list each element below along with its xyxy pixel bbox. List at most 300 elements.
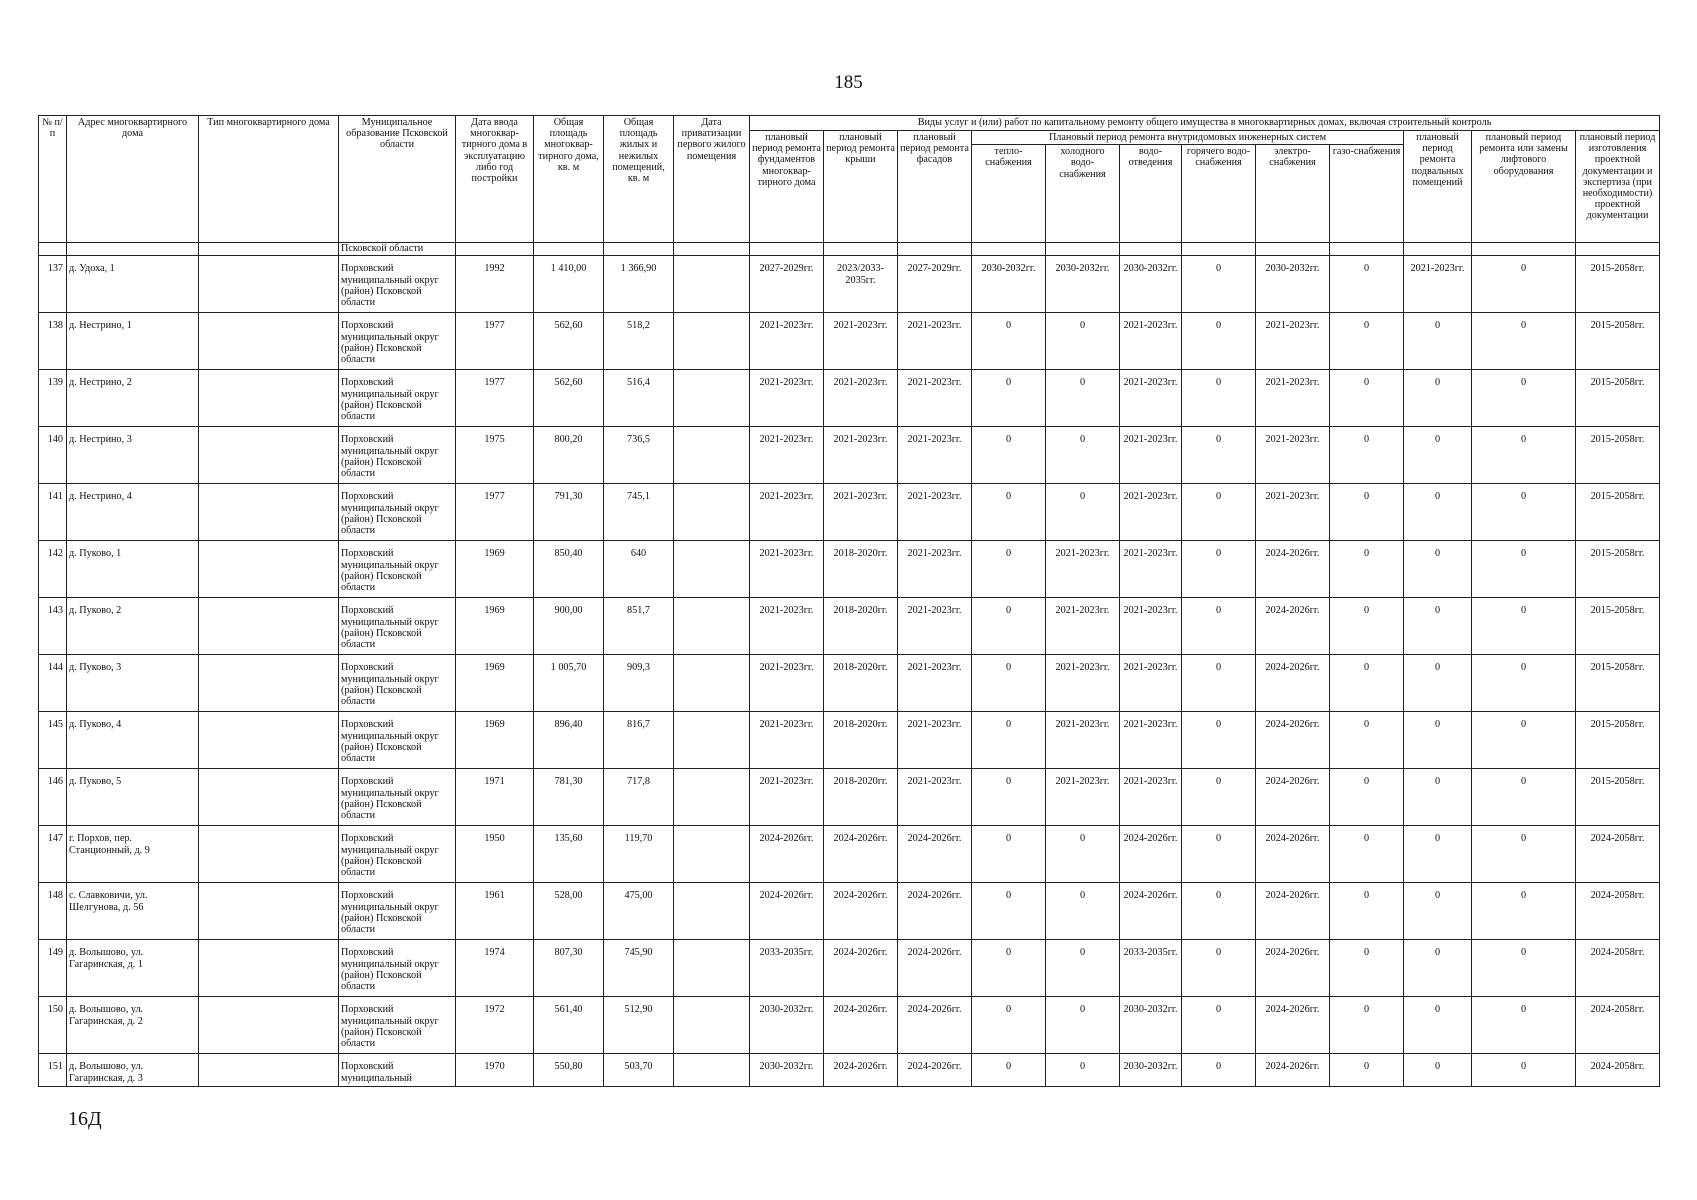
row-number: 151 (39, 1054, 67, 1087)
roof-cell: 2018-2020гг. (824, 541, 898, 598)
foundation-cell: 2033-2035гг. (750, 940, 824, 997)
sewer-cell: 2021-2023гг. (1120, 484, 1182, 541)
type-cell (199, 712, 339, 769)
living-area-cell: 518,2 (604, 313, 674, 370)
foundation-cell: 2021-2023гг. (750, 769, 824, 826)
col-basement-header: плановый период ремонта подвальных помещений (1404, 131, 1472, 243)
address-cell: д. Пуково, 4 (67, 712, 199, 769)
living-area-cell: 640 (604, 541, 674, 598)
gas-cell: 0 (1330, 370, 1404, 427)
type-cell (199, 826, 339, 883)
total-area-cell: 528,00 (534, 883, 604, 940)
hot-water-cell: 0 (1182, 484, 1256, 541)
roof-cell: 2018-2020гг. (824, 655, 898, 712)
design-cell: 2015-2058гг. (1576, 256, 1660, 313)
row-number: 137 (39, 256, 67, 313)
address-cell: д. Пуково, 3 (67, 655, 199, 712)
cold-water-cell: 2021-2023гг. (1046, 769, 1120, 826)
address-cell: д. Удоха, 1 (67, 256, 199, 313)
elevator-cell: 0 (1472, 256, 1576, 313)
row-number: 145 (39, 712, 67, 769)
living-area-cell: 816,7 (604, 712, 674, 769)
municipality-cell: Порховский муниципальный округ (район) Псковской области (339, 826, 456, 883)
heat-cell: 0 (972, 484, 1046, 541)
living-area-cell: 745,90 (604, 940, 674, 997)
table-body (39, 243, 1660, 1087)
roof-cell: 2024-2026гг. (824, 826, 898, 883)
gas-cell: 0 (1330, 256, 1404, 313)
gas-cell: 0 (1330, 883, 1404, 940)
col-electric-header: электро-снабжения (1256, 145, 1330, 243)
col-design-header: плановый период изготовления проектной документации и экспертиза (при необходимости) проектной документации (1576, 131, 1660, 243)
basement-cell: 0 (1404, 997, 1472, 1054)
privatization-cell (674, 541, 750, 598)
electric-cell: 2021-2023гг. (1256, 427, 1330, 484)
total-area-cell: 896,40 (534, 712, 604, 769)
year-cell: 1969 (456, 598, 534, 655)
roof-cell: 2021-2023гг. (824, 313, 898, 370)
gas-cell: 0 (1330, 541, 1404, 598)
design-cell: 2015-2058гг. (1576, 370, 1660, 427)
total-area-cell: 561,40 (534, 997, 604, 1054)
facade-cell: 2024-2026гг. (898, 997, 972, 1054)
table-row (39, 313, 1660, 370)
table-row (39, 712, 1660, 769)
living-area-cell: 516,4 (604, 370, 674, 427)
col-elevator-header: плановый период ремонта или замены лифтового оборудования (1472, 131, 1576, 243)
living-area-cell: 119,70 (604, 826, 674, 883)
sewer-cell: 2024-2026гг. (1120, 883, 1182, 940)
year-cell: 1975 (456, 427, 534, 484)
cold-water-cell: 2021-2023гг. (1046, 598, 1120, 655)
address-cell: д. Пуково, 2 (67, 598, 199, 655)
col-sewer-header: водо-отведения (1120, 145, 1182, 243)
cold-water-cell: 0 (1046, 826, 1120, 883)
year-cell: 1971 (456, 769, 534, 826)
foundation-cell: 2027-2029гг. (750, 256, 824, 313)
privatization-cell (674, 712, 750, 769)
privatization-cell (674, 598, 750, 655)
type-cell (199, 997, 339, 1054)
table-row (39, 940, 1660, 997)
heat-cell: 0 (972, 427, 1046, 484)
row-number: 149 (39, 940, 67, 997)
living-area-cell: 851,7 (604, 598, 674, 655)
foundation-cell: 2024-2026гг. (750, 883, 824, 940)
gas-cell: 0 (1330, 1054, 1404, 1087)
col-commissioning-header: Дата ввода многоквар-тирного дома в эксплуатацию либо год постройки (456, 116, 534, 243)
total-area-cell: 781,30 (534, 769, 604, 826)
table-row (39, 541, 1660, 598)
sewer-cell: 2030-2032гг. (1120, 1054, 1182, 1087)
table-row (39, 598, 1660, 655)
hot-water-cell: 0 (1182, 541, 1256, 598)
table-row (39, 883, 1660, 940)
sewer-cell: 2021-2023гг. (1120, 598, 1182, 655)
sewer-cell: 2030-2032гг. (1120, 256, 1182, 313)
gas-cell: 0 (1330, 997, 1404, 1054)
municipality-cell: Порховский муниципальный округ (район) Псковской области (339, 997, 456, 1054)
total-area-cell: 135,60 (534, 826, 604, 883)
row-number: 143 (39, 598, 67, 655)
address-cell: д. Пуково, 5 (67, 769, 199, 826)
table-row (39, 1054, 1660, 1087)
electric-cell: 2024-2026гг. (1256, 826, 1330, 883)
design-cell: 2015-2058гг. (1576, 769, 1660, 826)
foundation-cell: 2021-2023гг. (750, 484, 824, 541)
roof-cell: 2024-2026гг. (824, 997, 898, 1054)
basement-cell: 0 (1404, 1054, 1472, 1087)
elevator-cell: 0 (1472, 484, 1576, 541)
table-header (39, 116, 1660, 243)
gas-cell: 0 (1330, 826, 1404, 883)
foundation-cell: 2021-2023гг. (750, 712, 824, 769)
heat-cell: 0 (972, 940, 1046, 997)
electric-cell: 2024-2026гг. (1256, 940, 1330, 997)
gas-cell: 0 (1330, 484, 1404, 541)
col-type-header: Тип многоквартирного дома (199, 116, 339, 243)
type-cell (199, 541, 339, 598)
total-area-cell: 850,40 (534, 541, 604, 598)
type-cell (199, 883, 339, 940)
electric-cell: 2021-2023гг. (1256, 484, 1330, 541)
total-area-cell: 562,60 (534, 370, 604, 427)
electric-cell: 2024-2026гг. (1256, 598, 1330, 655)
cold-water-cell: 2021-2023гг. (1046, 712, 1120, 769)
type-cell (199, 313, 339, 370)
sewer-cell: 2030-2032гг. (1120, 997, 1182, 1054)
col-total-area-header: Общая площадь многоквар-тирного дома, кв. м (534, 116, 604, 243)
electric-cell: 2024-2026гг. (1256, 883, 1330, 940)
gas-cell: 0 (1330, 712, 1404, 769)
col-heat-header: тепло-снабжения (972, 145, 1046, 243)
elevator-cell: 0 (1472, 313, 1576, 370)
facade-cell: 2021-2023гг. (898, 769, 972, 826)
gas-cell: 0 (1330, 769, 1404, 826)
living-area-cell: 745,1 (604, 484, 674, 541)
type-cell (199, 940, 339, 997)
roof-cell: 2021-2023гг. (824, 427, 898, 484)
type-cell (199, 256, 339, 313)
privatization-cell (674, 484, 750, 541)
privatization-cell (674, 769, 750, 826)
cold-water-cell: 0 (1046, 883, 1120, 940)
col-gas-header: газо-снабжения (1330, 145, 1404, 243)
privatization-cell (674, 940, 750, 997)
col-municipality-header: Муниципальное образование Псковской области (339, 116, 456, 243)
row-number: 142 (39, 541, 67, 598)
table-row (39, 427, 1660, 484)
living-area-cell: 736,5 (604, 427, 674, 484)
hot-water-cell: 0 (1182, 370, 1256, 427)
privatization-cell (674, 256, 750, 313)
gas-cell: 0 (1330, 313, 1404, 370)
row-number: 150 (39, 997, 67, 1054)
facade-cell: 2021-2023гг. (898, 427, 972, 484)
heat-cell: 0 (972, 712, 1046, 769)
sewer-cell: 2021-2023гг. (1120, 712, 1182, 769)
facade-cell: 2021-2023гг. (898, 370, 972, 427)
type-cell (199, 1054, 339, 1087)
cold-water-cell: 0 (1046, 940, 1120, 997)
cold-water-cell: 0 (1046, 313, 1120, 370)
total-area-cell: 807,30 (534, 940, 604, 997)
col-roof-header: плановый период ремонта крыши (824, 131, 898, 243)
hot-water-cell: 0 (1182, 997, 1256, 1054)
roof-cell: 2024-2026гг. (824, 883, 898, 940)
row-number: 138 (39, 313, 67, 370)
basement-cell: 2021-2023гг. (1404, 256, 1472, 313)
heat-cell: 0 (972, 370, 1046, 427)
row-number: 141 (39, 484, 67, 541)
address-cell: д. Пуково, 1 (67, 541, 199, 598)
type-cell (199, 655, 339, 712)
col-living-area-header: Общая площадь жилых и нежилых помещений, кв. м (604, 116, 674, 243)
foundation-cell: 2021-2023гг. (750, 370, 824, 427)
address-cell: д. Волышово, ул. Гагаринская, д. 1 (67, 940, 199, 997)
basement-cell: 0 (1404, 826, 1472, 883)
type-cell (199, 427, 339, 484)
year-cell: 1974 (456, 940, 534, 997)
design-cell: 2015-2058гг. (1576, 313, 1660, 370)
facade-cell: 2021-2023гг. (898, 598, 972, 655)
foundation-cell: 2030-2032гг. (750, 1054, 824, 1087)
basement-cell: 0 (1404, 712, 1472, 769)
hot-water-cell: 0 (1182, 313, 1256, 370)
gas-cell: 0 (1330, 940, 1404, 997)
basement-cell: 0 (1404, 484, 1472, 541)
living-area-cell: 503,70 (604, 1054, 674, 1087)
capital-repair-table (38, 115, 1660, 1087)
roof-cell: 2024-2026гг. (824, 940, 898, 997)
elevator-cell: 0 (1472, 883, 1576, 940)
year-cell: 1950 (456, 826, 534, 883)
heat-cell: 0 (972, 769, 1046, 826)
facade-cell: 2024-2026гг. (898, 1054, 972, 1087)
basement-cell: 0 (1404, 427, 1472, 484)
municipality-cell: Порховский муниципальный округ (район) Псковской области (339, 484, 456, 541)
cold-water-cell: 0 (1046, 997, 1120, 1054)
living-area-cell: 909,3 (604, 655, 674, 712)
heat-cell: 0 (972, 541, 1046, 598)
elevator-cell: 0 (1472, 370, 1576, 427)
hot-water-cell: 0 (1182, 940, 1256, 997)
year-cell: 1970 (456, 1054, 534, 1087)
sewer-cell: 2021-2023гг. (1120, 655, 1182, 712)
sewer-cell: 2024-2026гг. (1120, 826, 1182, 883)
foundation-cell: 2021-2023гг. (750, 598, 824, 655)
total-area-cell: 550,80 (534, 1054, 604, 1087)
privatization-cell (674, 997, 750, 1054)
basement-cell: 0 (1404, 313, 1472, 370)
hot-water-cell: 0 (1182, 1054, 1256, 1087)
sewer-cell: 2021-2023гг. (1120, 370, 1182, 427)
municipality-cell: Порховский муниципальный округ (район) Псковской области (339, 655, 456, 712)
sewer-cell: 2021-2023гг. (1120, 427, 1182, 484)
municipality-cell: Порховский муниципальный округ (район) Псковской области (339, 769, 456, 826)
cold-water-cell: 0 (1046, 1054, 1120, 1087)
facade-cell: 2021-2023гг. (898, 484, 972, 541)
foundation-cell: 2024-2026гг. (750, 826, 824, 883)
electric-cell: 2030-2032гг. (1256, 256, 1330, 313)
foundation-cell: 2021-2023гг. (750, 541, 824, 598)
living-area-cell: 512,90 (604, 997, 674, 1054)
engineering-group-header: Плановый период ремонта внутридомовых инженерных систем (972, 131, 1404, 145)
design-cell: 2024-2058гг. (1576, 883, 1660, 940)
municipality-cell: Порховский муниципальный округ (район) Псковской области (339, 541, 456, 598)
design-cell: 2024-2058гг. (1576, 826, 1660, 883)
cold-water-cell: 2030-2032гг. (1046, 256, 1120, 313)
col-privatization-header: Дата приватизации первого жилого помещения (674, 116, 750, 243)
roof-cell: 2021-2023гг. (824, 484, 898, 541)
heat-cell: 0 (972, 997, 1046, 1054)
type-cell (199, 370, 339, 427)
year-cell: 1969 (456, 541, 534, 598)
gas-cell: 0 (1330, 655, 1404, 712)
municipality-cell: Порховский муниципальный округ (район) Псковской области (339, 598, 456, 655)
municipality-cell: Порховский муниципальный округ (район) Псковской области (339, 883, 456, 940)
facade-cell: 2024-2026гг. (898, 883, 972, 940)
roof-cell: 2018-2020гг. (824, 712, 898, 769)
basement-cell: 0 (1404, 598, 1472, 655)
document-code: 16Д (68, 1108, 102, 1130)
basement-cell: 0 (1404, 655, 1472, 712)
col-num-header: № п/п (39, 116, 67, 243)
facade-cell: 2021-2023гг. (898, 712, 972, 769)
address-cell: д. Нестрино, 3 (67, 427, 199, 484)
elevator-cell: 0 (1472, 997, 1576, 1054)
year-cell: 1972 (456, 997, 534, 1054)
facade-cell: 2024-2026гг. (898, 826, 972, 883)
elevator-cell: 0 (1472, 1054, 1576, 1087)
heat-cell: 0 (972, 598, 1046, 655)
elevator-cell: 0 (1472, 826, 1576, 883)
electric-cell: 2021-2023гг. (1256, 370, 1330, 427)
electric-cell: 2024-2026гг. (1256, 655, 1330, 712)
facade-cell: 2021-2023гг. (898, 541, 972, 598)
design-cell: 2015-2058гг. (1576, 712, 1660, 769)
roof-cell: 2018-2020гг. (824, 598, 898, 655)
address-cell: г. Порхов, пер. Станционный, д. 9 (67, 826, 199, 883)
hot-water-cell: 0 (1182, 427, 1256, 484)
design-cell: 2024-2058гг. (1576, 997, 1660, 1054)
roof-cell: 2023/2033-2035гг. (824, 256, 898, 313)
municipality-cell: Порховский муниципальный округ (район) Псковской области (339, 256, 456, 313)
col-address-header: Адрес многоквартирного дома (67, 116, 199, 243)
row-number: 139 (39, 370, 67, 427)
heat-cell: 0 (972, 883, 1046, 940)
privatization-cell (674, 1054, 750, 1087)
roof-cell: 2018-2020гг. (824, 769, 898, 826)
cold-water-cell: 0 (1046, 427, 1120, 484)
heat-cell: 2030-2032гг. (972, 256, 1046, 313)
continuation-text: Псковской области (339, 243, 456, 256)
foundation-cell: 2021-2023гг. (750, 427, 824, 484)
foundation-cell: 2021-2023гг. (750, 313, 824, 370)
municipality-cell: Порховский муниципальный округ (район) Псковской области (339, 370, 456, 427)
type-cell (199, 598, 339, 655)
year-cell: 1977 (456, 313, 534, 370)
facade-cell: 2024-2026гг. (898, 940, 972, 997)
total-area-cell: 1 005,70 (534, 655, 604, 712)
electric-cell: 2024-2026гг. (1256, 1054, 1330, 1087)
row-number: 140 (39, 427, 67, 484)
elevator-cell: 0 (1472, 655, 1576, 712)
continuation-row (39, 243, 1660, 256)
design-cell: 2015-2058гг. (1576, 598, 1660, 655)
col-cold-water-header: холодного водо-снабжения (1046, 145, 1120, 243)
municipality-cell: Порховский муниципальный округ (район) Псковской области (339, 313, 456, 370)
table-row (39, 655, 1660, 712)
elevator-cell: 0 (1472, 712, 1576, 769)
privatization-cell (674, 370, 750, 427)
row-number: 148 (39, 883, 67, 940)
municipality-cell: Порховский муниципальный (339, 1054, 456, 1087)
row-number: 144 (39, 655, 67, 712)
electric-cell: 2024-2026гг. (1256, 997, 1330, 1054)
facade-cell: 2021-2023гг. (898, 655, 972, 712)
foundation-cell: 2030-2032гг. (750, 997, 824, 1054)
type-cell (199, 484, 339, 541)
hot-water-cell: 0 (1182, 655, 1256, 712)
basement-cell: 0 (1404, 883, 1472, 940)
electric-cell: 2021-2023гг. (1256, 313, 1330, 370)
design-cell: 2024-2058гг. (1576, 940, 1660, 997)
col-foundation-header: плановый период ремонта фундаментов многоквар-тирного дома (750, 131, 824, 243)
heat-cell: 0 (972, 655, 1046, 712)
privatization-cell (674, 655, 750, 712)
gas-cell: 0 (1330, 598, 1404, 655)
municipality-cell: Порховский муниципальный округ (район) Псковской области (339, 940, 456, 997)
cold-water-cell: 2021-2023гг. (1046, 541, 1120, 598)
heat-cell: 0 (972, 1054, 1046, 1087)
electric-cell: 2024-2026гг. (1256, 712, 1330, 769)
living-area-cell: 475,00 (604, 883, 674, 940)
total-area-cell: 1 410,00 (534, 256, 604, 313)
heat-cell: 0 (972, 826, 1046, 883)
privatization-cell (674, 427, 750, 484)
col-facade-header: плановый период ремонта фасадов (898, 131, 972, 243)
col-hot-water-header: горячего водо-снабжения (1182, 145, 1256, 243)
hot-water-cell: 0 (1182, 712, 1256, 769)
table-row (39, 769, 1660, 826)
address-cell: д. Нестрино, 4 (67, 484, 199, 541)
heat-cell: 0 (972, 313, 1046, 370)
living-area-cell: 717,8 (604, 769, 674, 826)
elevator-cell: 0 (1472, 427, 1576, 484)
design-cell: 2024-2058гг. (1576, 1054, 1660, 1087)
row-number: 147 (39, 826, 67, 883)
type-cell (199, 769, 339, 826)
facade-cell: 2021-2023гг. (898, 313, 972, 370)
municipality-cell: Порховский муниципальный округ (район) Псковской области (339, 712, 456, 769)
basement-cell: 0 (1404, 541, 1472, 598)
design-cell: 2015-2058гг. (1576, 484, 1660, 541)
hot-water-cell: 0 (1182, 598, 1256, 655)
gas-cell: 0 (1330, 427, 1404, 484)
living-area-cell: 1 366,90 (604, 256, 674, 313)
address-cell: с. Славковичи, ул. Шелгунова, д. 56 (67, 883, 199, 940)
roof-cell: 2024-2026гг. (824, 1054, 898, 1087)
address-cell: д. Нестрино, 2 (67, 370, 199, 427)
foundation-cell: 2021-2023гг. (750, 655, 824, 712)
elevator-cell: 0 (1472, 940, 1576, 997)
privatization-cell (674, 313, 750, 370)
address-cell: д. Волышово, ул. Гагаринская, д. 3 (67, 1054, 199, 1087)
table-row (39, 370, 1660, 427)
electric-cell: 2024-2026гг. (1256, 769, 1330, 826)
hot-water-cell: 0 (1182, 883, 1256, 940)
